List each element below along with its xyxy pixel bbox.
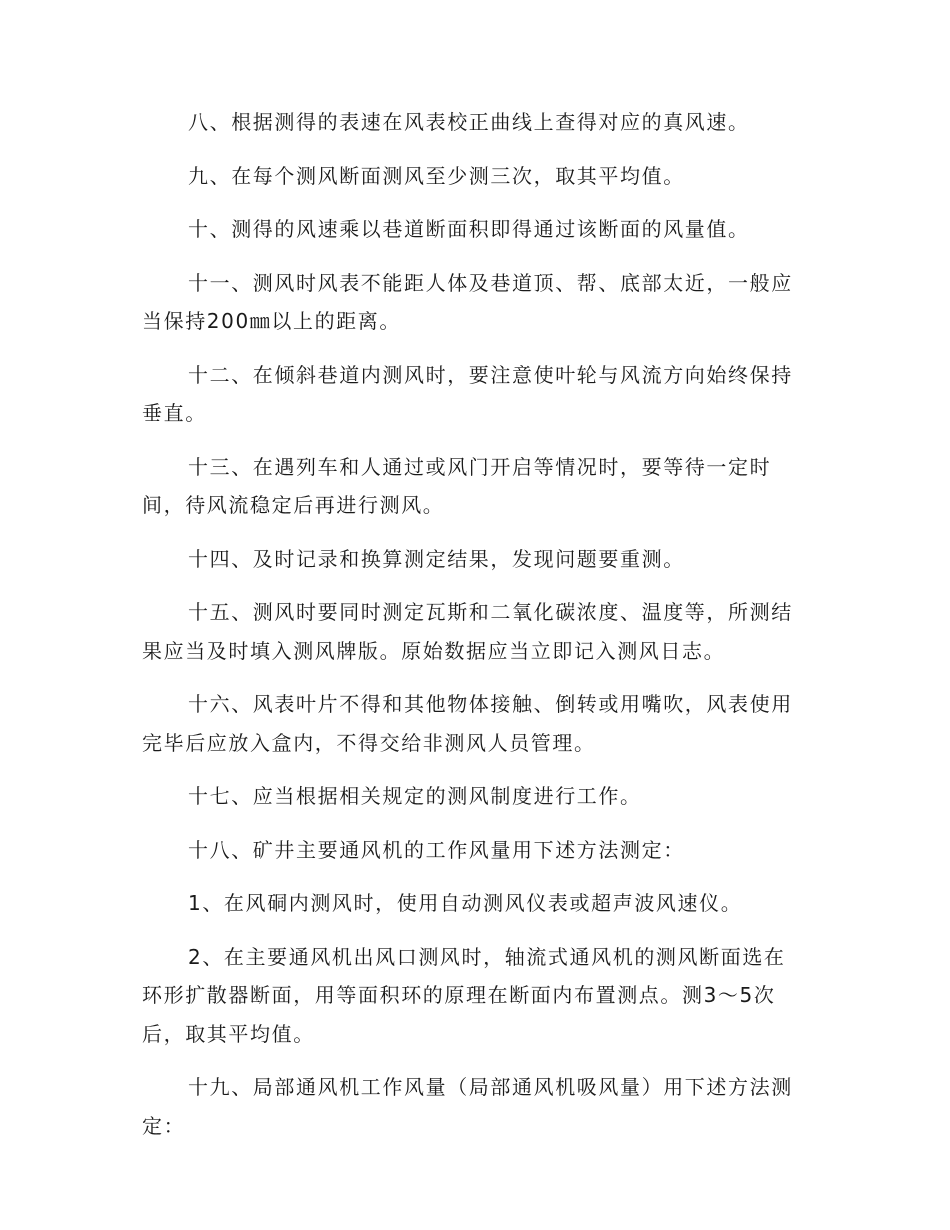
document-body bbox=[142, 103, 802, 1160]
sub-item-1: 1、在风硐内测风时，使用自动测风仪表或超声波风速仪。 bbox=[188, 891, 743, 915]
paragraph-12: 十二、在倾斜巷道内测风时，要注意使叶轮与风流方向始终保持垂直。 bbox=[142, 362, 793, 425]
paragraph-16: 十六、风表叶片不得和其他物体接触、倒转或用嘴吹，风表使用完毕后应放入盒内，不得交给非测风人员管理。 bbox=[142, 692, 793, 755]
paragraph-19: 十九、局部通风机工作风量（局部通风机吸风量）用下述方法测定： bbox=[142, 1075, 793, 1138]
paragraph-10: 十、测得的风速乘以巷道断面积即得通过该断面的风量值。 bbox=[188, 217, 750, 241]
paragraph-14: 十四、及时记录和换算测定结果，发现问题要重测。 bbox=[188, 546, 685, 571]
paragraph-15: 十五、测风时要同时测定瓦斯和二氧化碳浓度、温度等，所测结果应当及时填入测风牌版。原始数据应当立即记入测风日志。 bbox=[142, 600, 793, 663]
sub-item-2: 2、在主要通风机出风口测风时，轴流式通风机的测风断面选在环形扩散器断面，用等面积环的原理在断面内布置测点。测3～5次后，取其平均值。 bbox=[142, 944, 786, 1046]
paragraph-13: 十三、在遇列车和人通过或风门开启等情况时，要等待一定时间，待风流稳定后再进行测风。 bbox=[142, 454, 772, 517]
paragraph-17: 十七、应当根据相关规定的测风制度进行工作。 bbox=[188, 784, 642, 808]
paragraph-9: 九、在每个测风断面测风至少测三次，取其平均值。 bbox=[188, 163, 685, 188]
paragraph-11: 十一、测风时风表不能距人体及巷道顶、帮、底部太近，一般应当保持200㎜以上的距离。 bbox=[142, 270, 793, 333]
paragraph-8: 八、根据测得的表速在风表校正曲线上查得对应的真风速。 bbox=[188, 110, 750, 134]
paragraph-18: 十八、矿井主要通风机的工作风量用下述方法测定： bbox=[188, 837, 685, 862]
